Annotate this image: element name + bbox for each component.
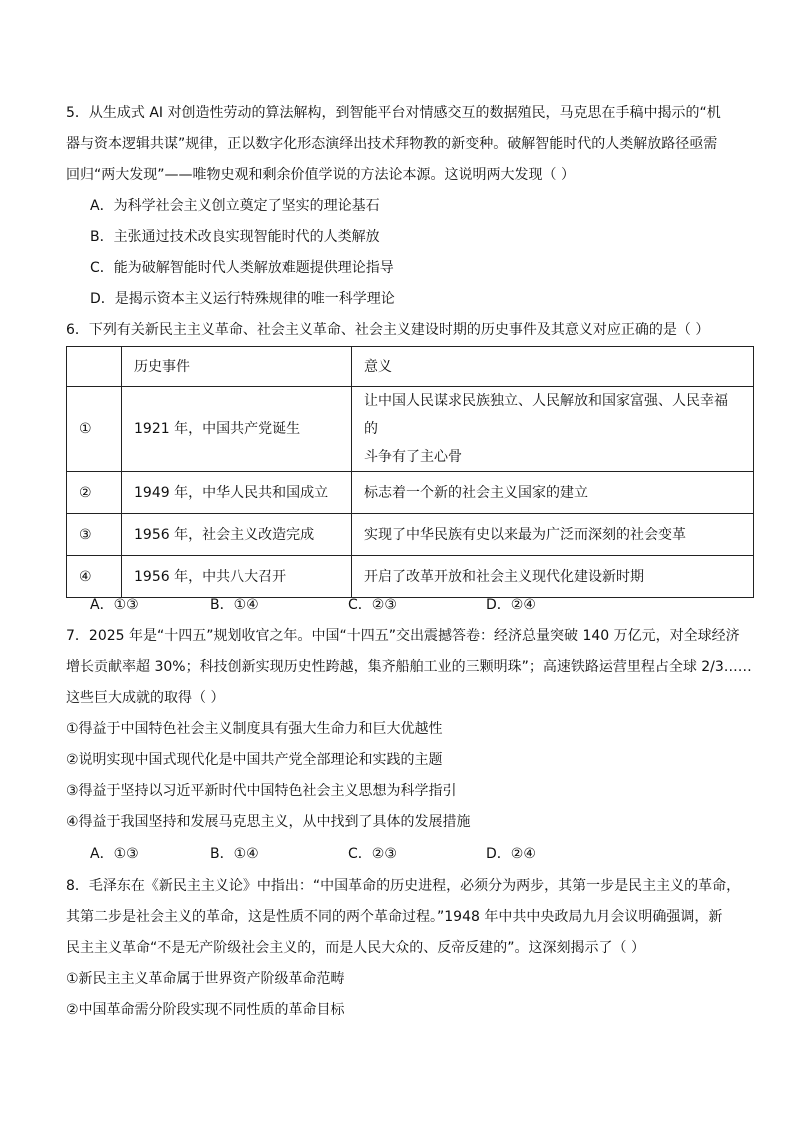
row-meaning-line-2: 斗争有了主心骨 (364, 449, 462, 465)
table-header-cell: 历史事件 (122, 347, 352, 387)
q8-statement-2: ②中国革命需分阶段实现不同性质的革命目标 (66, 1002, 345, 1018)
row-event: 1956 年，社会主义改造完成 (122, 514, 352, 556)
row-meaning (352, 387, 754, 472)
q7-statement-3: ③得益于坚持以习近平新时代中国特色社会主义思想为科学指引 (66, 783, 457, 799)
q5-option-a: A．为科学社会主义创立奠定了坚实的理论基石 (90, 198, 380, 214)
q5-stem-line-1: 5．从生成式 AI 对创造性劳动的算法解构，到智能平台对情感交互的数据殖民，马克思在手稿中揭示的“机 (66, 105, 721, 121)
row-meaning-line-1: 让中国人民谋求民族独立、人民解放和国家富强、人民幸福的 (364, 393, 728, 437)
table-row (67, 387, 754, 472)
q7-choice-d: D．②④ (486, 846, 536, 862)
q8-stem-line-3: 民主主义革命“不是无产阶级社会主义的，而是人民大众的、反帝反建的”。这深刻揭示了（ ） (66, 940, 645, 956)
row-mark: ① (67, 387, 122, 472)
q8-stem-line-1: 8．毛泽东在《新民主主义论》中指出：“中国革命的历史进程，必须分为两步，其第一步是民主主义的革命， (66, 878, 741, 894)
q7-choice-b: B．①④ (210, 846, 259, 862)
q5-stem-line-3: 回归“两大发现”——唯物史观和剩余价值学说的方法论本源。这说明两大发现（ ） (66, 167, 575, 183)
table-row (67, 472, 754, 514)
table-row (67, 514, 754, 556)
q7-statement-2: ②说明实现中国式现代化是中国共产党全部理论和实践的主题 (66, 752, 443, 768)
q6-table (66, 346, 754, 598)
q5-option-d: D．是揭示资本主义运行特殊规律的唯一科学理论 (90, 291, 395, 307)
table-header-row (67, 347, 754, 387)
q7-statement-1: ①得益于中国特色社会主义制度具有强大生命力和巨大优越性 (66, 721, 443, 737)
q5-option-b: B．主张通过技术改良实现智能时代的人类解放 (90, 229, 380, 245)
row-mark: ② (67, 472, 122, 514)
row-event: 1956 年，中共八大召开 (122, 556, 352, 598)
q6-stem: 6．下列有关新民主主义革命、社会主义革命、社会主义建设时期的历史事件及其意义对应正确的是（ ） (66, 322, 710, 338)
q7-choice-c: C．②③ (348, 846, 397, 862)
table-header-cell: 意义 (352, 347, 754, 387)
q7-stem-line-1: 7．2025 年是“十四五”规划收官之年。中国“十四五”交出震撼答卷：经济总量突破 140 万亿元，对全球经济 (66, 628, 740, 644)
q7-stem-line-3: 这些巨大成就的取得（ ） (66, 690, 225, 706)
q7-choice-a: A．①③ (90, 846, 139, 862)
row-event: 1921 年，中国共产党诞生 (122, 387, 352, 472)
q8-statement-1: ①新民主主义革命属于世界资产阶级革命范畴 (66, 971, 345, 987)
q5-option-c: C．能为破解智能时代人类解放难题提供理论指导 (90, 260, 394, 276)
row-mark: ④ (67, 556, 122, 598)
q7-stem-line-2: 增长贡献率超 30%；科技创新实现历史性跨越，集齐船舶工业的三颗明珠”；高速铁路运营里程占全球 2/3…… (66, 659, 752, 675)
row-event: 1949 年，中华人民共和国成立 (122, 472, 352, 514)
q6-choice-d: D．②④ (486, 597, 536, 613)
row-meaning: 开启了改革开放和社会主义现代化建设新时期 (352, 556, 754, 598)
q6-choice-c: C．②③ (348, 597, 397, 613)
q6-choice-a: A．①③ (90, 597, 139, 613)
row-mark: ③ (67, 514, 122, 556)
table-header-cell (67, 347, 122, 387)
q7-statement-4: ④得益于我国坚持和发展马克思主义，从中找到了具体的发展措施 (66, 814, 471, 830)
row-meaning: 标志着一个新的社会主义国家的建立 (352, 472, 754, 514)
q5-stem-line-2: 器与资本逻辑共谋”规律，正以数字化形态演绎出技术拜物教的新变种。破解智能时代的人类解放路径亟需 (66, 136, 718, 152)
table-row (67, 556, 754, 598)
q8-stem-line-2: 其第二步是社会主义的革命，这是性质不同的两个革命过程。”1948 年中共中央政局九月会议明确强调，新 (66, 909, 723, 925)
row-meaning: 实现了中华民族有史以来最为广泛而深刻的社会变革 (352, 514, 754, 556)
q6-choice-b: B．①④ (210, 597, 259, 613)
